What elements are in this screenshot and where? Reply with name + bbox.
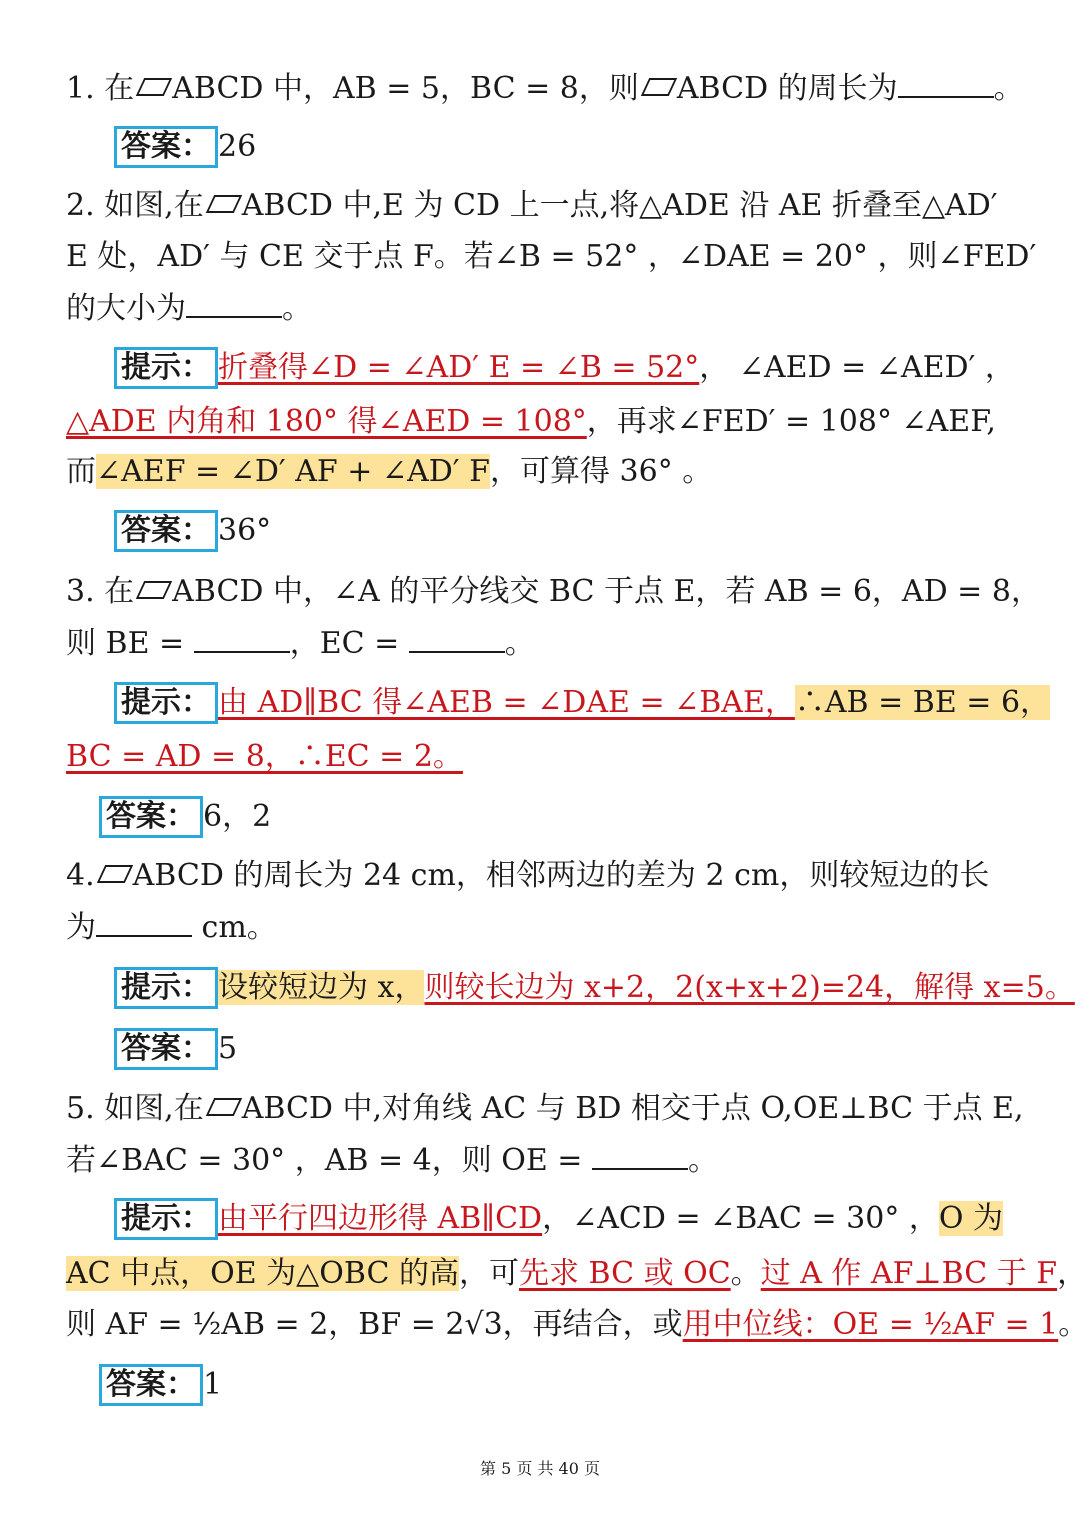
q5-text: 若∠BAC = 30° ，AB = 4，则 OE = xyxy=(66,1143,583,1178)
answer-blank xyxy=(592,1140,688,1170)
q5-text: ABCD 中,对角线 AC 与 BD 相交于点 O,OE⊥BC 于点 E, xyxy=(241,1091,1024,1126)
answer-3 xyxy=(99,796,1016,838)
question-2-line-3 xyxy=(66,288,1016,329)
question-4-line-2 xyxy=(66,907,1016,948)
hint-5-line-3 xyxy=(66,1305,1088,1345)
q3-text: 3. 在 xyxy=(66,574,135,609)
question-2-line-1 xyxy=(66,186,1016,226)
parallelogram-icon xyxy=(96,865,132,883)
q2-text: 的大小为 xyxy=(66,291,186,326)
hint-emphasis: 过 A 作 AF⊥BC 于 F xyxy=(760,1256,1058,1291)
hint-emphasis: △ADE 内角和 180° 得∠AED = 108° xyxy=(66,404,587,439)
hint-3-line-2 xyxy=(66,737,1016,777)
hint-2-line-1 xyxy=(114,347,1016,389)
q5-text: 5. 如图,在 xyxy=(66,1091,204,1126)
answer-blank xyxy=(186,288,282,318)
answer-value: 6，2 xyxy=(203,799,272,834)
parallelogram-icon xyxy=(136,78,172,96)
hint-text: ，再求∠FED′ = 108° ∠AEF, xyxy=(586,404,996,439)
hint-emphasis: 由 AD∥BC 得∠AEB = ∠DAE = ∠BAE， xyxy=(218,685,795,720)
hint-3-line-1 xyxy=(114,682,1051,724)
question-4-line-1 xyxy=(66,856,1016,896)
answer-blank xyxy=(898,68,994,98)
answer-blank xyxy=(96,907,192,937)
q1-number: 1. xyxy=(66,71,95,106)
q1-text-2: ABCD 的周长为 xyxy=(676,71,898,106)
hint-text: 。 xyxy=(1058,1307,1088,1342)
hint-emphasis: 用中位线：OE = ½AF = 1 xyxy=(682,1307,1059,1342)
hint-text: ， xyxy=(1057,1256,1088,1291)
q2-text: ABCD 中,E 为 CD 上一点,将△ADE 沿 AE 折叠至△AD′ xyxy=(241,188,998,223)
parallelogram-icon xyxy=(206,1098,242,1116)
q4-text: 4. xyxy=(66,858,95,893)
hint-emphasis: 折叠得∠D = ∠AD′ E = ∠B = 52° xyxy=(218,350,700,385)
parallelogram-icon xyxy=(641,78,677,96)
hint-2-line-3 xyxy=(66,452,1016,492)
hint-text: ，∠ACD = ∠BAC = 30° ， xyxy=(542,1201,939,1236)
q1-pre: 在 xyxy=(104,71,135,106)
q5-end: 。 xyxy=(687,1143,718,1178)
hint-5-line-1 xyxy=(114,1198,1016,1240)
hint-4 xyxy=(114,967,1075,1009)
question-1 xyxy=(66,68,1024,109)
question-5-line-2 xyxy=(66,1140,1016,1181)
q4-text: 为 xyxy=(66,910,96,945)
hint-emphasis: 则较长边为 x+2，2(x+x+2)=24，解得 x=5。 xyxy=(424,970,1075,1005)
answer-label: 答案： xyxy=(99,796,203,838)
hint-label: 提示： xyxy=(114,347,218,389)
answer-label: 答案： xyxy=(99,1364,203,1406)
answer-value: 5 xyxy=(218,1031,238,1066)
question-3-line-2 xyxy=(66,623,1016,664)
answer-label: 答案： xyxy=(114,510,218,552)
answer-5 xyxy=(99,1364,1016,1406)
answer-value: 1 xyxy=(203,1367,223,1402)
hint-emphasis: 由平行四边形得 AB∥CD xyxy=(218,1201,543,1236)
answer-4 xyxy=(114,1028,1016,1070)
hint-highlight: 设较短边为 x， xyxy=(218,970,425,1005)
hint-label: 提示： xyxy=(114,1198,218,1240)
page-footer: 第 5 页 共 40 页 xyxy=(480,1459,600,1478)
q2-text: E 处，AD′ 与 CE 交于点 F。若∠B = 52° ，∠DAE = 20° ，则∠FED′ xyxy=(66,239,1037,274)
hint-2-line-2 xyxy=(66,402,1016,442)
q1-end: 。 xyxy=(993,71,1024,106)
hint-text: ， ∠AED = ∠AED′ ， xyxy=(699,350,1015,385)
hint-text: ，可 xyxy=(458,1256,519,1291)
answer-label: 答案： xyxy=(114,126,218,168)
hint-text: 而 xyxy=(66,454,96,489)
q2-text: 2. 如图,在 xyxy=(66,188,204,223)
parallelogram-icon xyxy=(206,195,242,213)
hint-label: 提示： xyxy=(114,967,218,1009)
hint-highlight: AC 中点，OE 为△OBC 的高 xyxy=(66,1256,459,1291)
hint-emphasis: BC = AD = 8，∴EC = 2。 xyxy=(66,739,463,774)
q4-end: cm。 xyxy=(192,910,277,945)
q3-end: 。 xyxy=(504,626,535,661)
q3-text: ，EC = xyxy=(289,626,400,661)
parallelogram-icon xyxy=(136,581,172,599)
answer-blank xyxy=(194,623,290,653)
answer-2 xyxy=(114,510,1016,552)
hint-text: 则 AF = ½AB = 2，BF = 2√3，再结合，或 xyxy=(66,1307,683,1342)
q4-text: ABCD 的周长为 24 cm，相邻两边的差为 2 cm，则较短边的长 xyxy=(132,858,990,893)
question-3-line-1 xyxy=(66,572,1041,612)
hint-highlight: ∴AB = BE = 6， xyxy=(794,685,1051,720)
answer-blank xyxy=(409,623,505,653)
hint-text: ，可算得 36° 。 xyxy=(489,454,713,489)
answer-value: 26 xyxy=(218,129,257,164)
hint-label: 提示： xyxy=(114,682,218,724)
hint-highlight: O 为 xyxy=(938,1201,1004,1236)
answer-1 xyxy=(114,126,1016,168)
q2-end: 。 xyxy=(282,291,312,326)
question-5-line-1 xyxy=(66,1089,1024,1129)
q3-text: ABCD 中，∠A 的平分线交 BC 于点 E，若 AB = 6，AD = 8， xyxy=(172,574,1041,609)
question-2-line-2 xyxy=(66,237,1037,277)
hint-text: 。 xyxy=(730,1256,761,1291)
q3-text: 则 BE = xyxy=(66,626,185,661)
q1-text: ABCD 中，AB = 5，BC = 8，则 xyxy=(172,71,639,106)
hint-emphasis: 先求 BC 或 OC xyxy=(518,1256,731,1291)
answer-value: 36° xyxy=(218,513,272,548)
hint-highlight: ∠AEF = ∠D′ AF + ∠AD′ F xyxy=(96,454,490,489)
answer-label: 答案： xyxy=(114,1028,218,1070)
hint-5-line-2 xyxy=(66,1254,1088,1294)
